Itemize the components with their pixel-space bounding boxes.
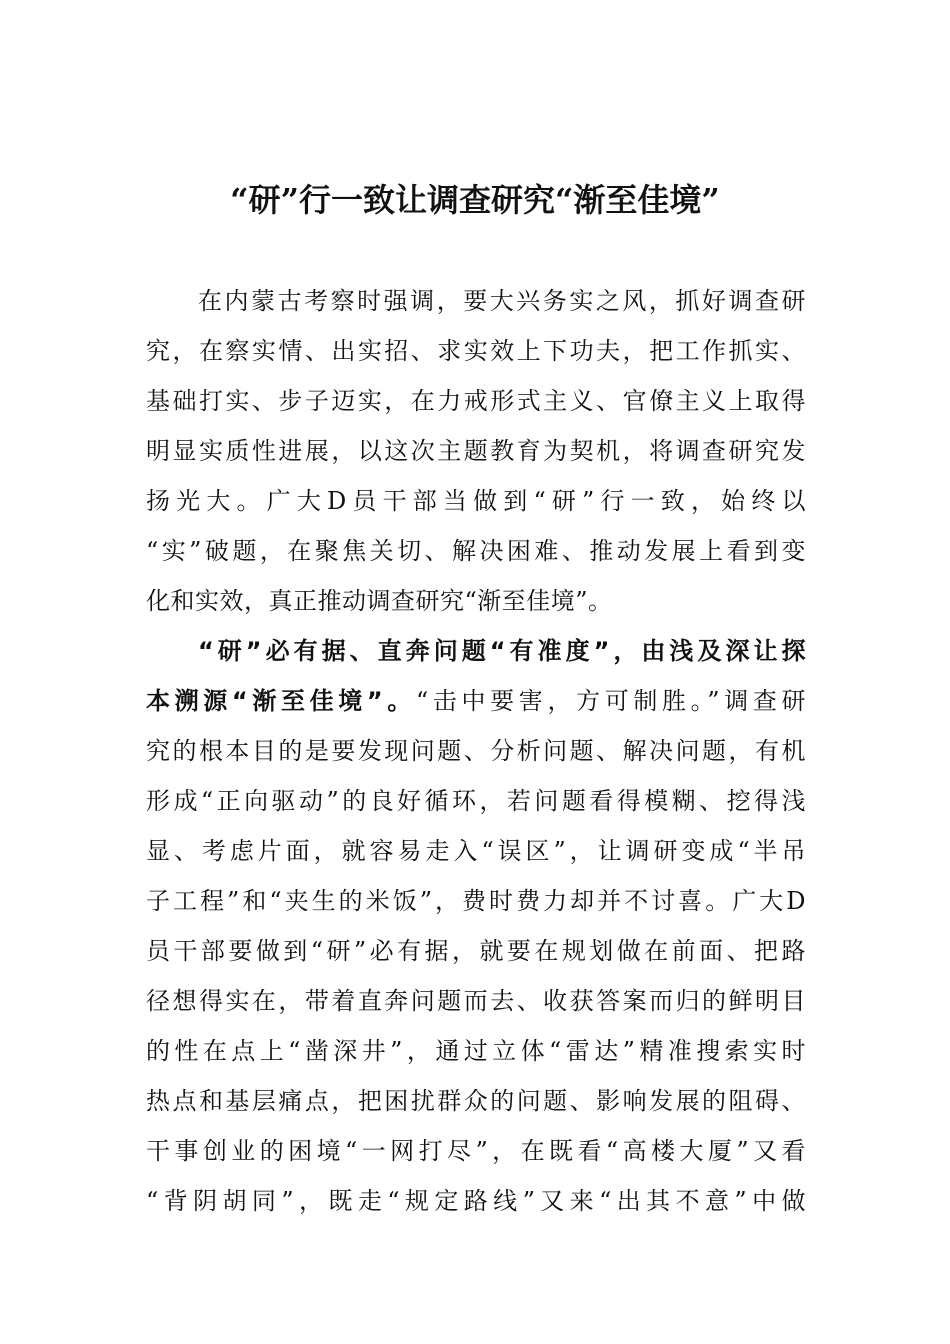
paragraph-line: 化和实效，真正推动调查研究“渐至佳境”。 — [146, 587, 613, 615]
section-heading-line: “研”必有据、直奔问题“有准度”，由浅及深让探 — [198, 637, 806, 665]
paragraph-line: 的性在点上“凿深井”，通过立体“雷达”精准搜索实时 — [146, 1037, 806, 1065]
paragraph-1 — [146, 276, 806, 626]
paragraph-2 — [146, 626, 806, 1226]
paragraph-line: 员干部要做到“研”必有据，就要在规划做在前面、把路 — [146, 937, 806, 965]
section-heading-tail: 本溯源“渐至佳境”。 — [146, 687, 416, 715]
quote-text: “击中要害，方可制胜。”调查研 — [415, 687, 806, 715]
paragraph-line: 干事创业的困境“一网打尽”，在既看“高楼大厦”又看 — [146, 1137, 806, 1165]
paragraph-line: 究的根本目的是要发现问题、分析问题、解决问题，有机 — [146, 737, 806, 765]
paragraph-line: 显、考虑片面，就容易走入“误区”，让调研变成“半吊 — [146, 837, 806, 865]
paragraph-line: 子工程”和“夹生的米饭”，费时费力却并不讨喜。广大D — [146, 887, 806, 915]
paragraph-line: 基础打实、步子迈实，在力戒形式主义、官僚主义上取得 — [146, 387, 806, 415]
paragraph-line: 明显实质性进展，以这次主题教育为契机，将调查研究发 — [146, 437, 806, 465]
document-title: “研”行一致让调查研究“渐至佳境” — [230, 181, 720, 219]
paragraph-line: “实”破题，在聚焦关切、解决困难、推动发展上看到变 — [146, 537, 806, 565]
paragraph-line: 径想得实在，带着直奔问题而去、收获答案而归的鲜明目 — [146, 987, 806, 1015]
paragraph-line: 究，在察实情、出实招、求实效上下功夫，把工作抓实、 — [146, 337, 806, 365]
paragraph-line: 在内蒙古考察时强调，要大兴务实之风，抓好调查研 — [198, 287, 806, 315]
paragraph-line-mixed — [146, 676, 806, 726]
paragraph-line: “背阴胡同”，既走“规定路线”又来“出其不意”中做 — [146, 1187, 806, 1215]
paragraph-line: 热点和基层痛点，把困扰群众的问题、影响发展的阻碍、 — [146, 1087, 806, 1115]
paragraph-line: 形成“正向驱动”的良好循环，若问题看得模糊、挖得浅 — [146, 787, 806, 815]
document-body — [146, 276, 806, 1226]
paragraph-line: 扬光大。广大D员干部当做到“研”行一致，始终以 — [146, 487, 806, 515]
